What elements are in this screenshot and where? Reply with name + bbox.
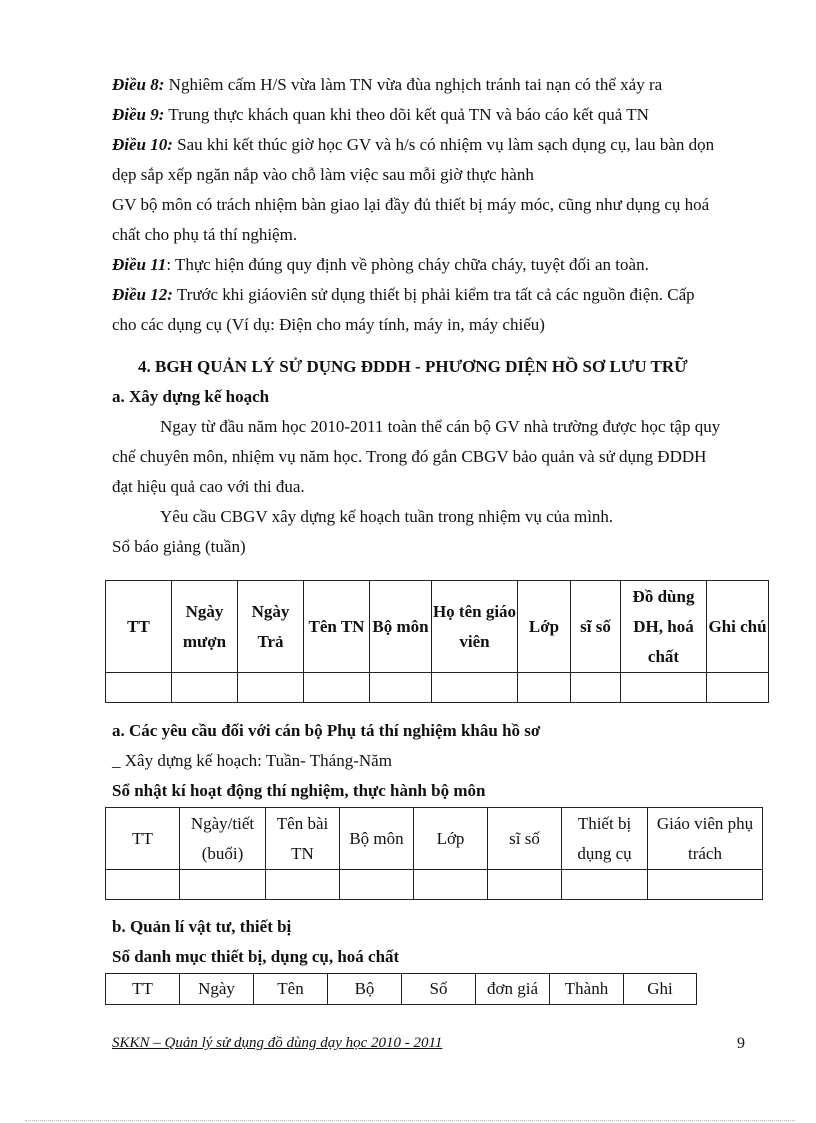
table-cell <box>172 673 238 703</box>
rule-12-continuation: cho các dụng cụ (Ví dụ: Điện cho máy tính, máy in, máy chiếu) <box>112 315 545 334</box>
column-header: Số <box>402 974 476 1005</box>
rule-label: Điều 12: <box>112 285 173 304</box>
column-header: TT <box>106 581 172 673</box>
rule-text: Trung thực khách quan khi theo dõi kết quả TN và báo cáo kết quả TN <box>164 105 649 124</box>
rule-label: Điều 10: <box>112 135 173 154</box>
column-header: TT <box>106 808 180 870</box>
column-header: Giáo viên phụ trách <box>648 808 763 870</box>
column-header: Tên <box>254 974 328 1005</box>
column-header: Ghi chú <box>707 581 769 673</box>
table-cell <box>571 673 621 703</box>
gv-responsibility-line-1: GV bộ môn có trách nhiệm bàn giao lại đầy đủ thiết bị máy móc, cũng như dụng cụ hoá <box>112 195 710 214</box>
column-header: Tên TN <box>304 581 370 673</box>
column-header: Ngày <box>180 974 254 1005</box>
column-header: Ngày/tiết (buổi) <box>180 808 266 870</box>
rule-label: Điều 9: <box>112 105 165 124</box>
rule-text: Nghiêm cấm H/S vừa làm TN vừa đùa nghịch tránh tai nạn có thể xảy ra <box>164 75 663 94</box>
table-cell <box>518 673 571 703</box>
column-header: sĩ số <box>488 808 562 870</box>
column-header: Ngày Trả <box>238 581 304 673</box>
column-header: Thiết bị dụng cụ <box>562 808 648 870</box>
section-b-heading: b. Quản lí vật tư, thiết bị <box>112 917 292 936</box>
so-danh-muc-heading: Sổ danh mục thiết bị, dụng cụ, hoá chất <box>112 947 400 966</box>
table-row <box>106 870 763 900</box>
page-footer: SKKN – Quản lý sử dụng đồ dùng dạy học 2010 - 2011 <box>112 1035 443 1051</box>
column-header: Ghi <box>624 974 697 1005</box>
table-header-row <box>106 974 697 1005</box>
lesson-plan-table <box>105 580 769 703</box>
paragraph-1-line-3: đạt hiệu quả cao với thi đua. <box>112 477 305 496</box>
column-header: đơn giá <box>476 974 550 1005</box>
rule-label: Điều 8: <box>112 75 165 94</box>
table-cell <box>370 673 432 703</box>
table-cell <box>707 673 769 703</box>
column-header: TT <box>106 974 180 1005</box>
table-cell <box>106 673 172 703</box>
column-header: Ngày mượn <box>172 581 238 673</box>
column-header: Tên bài TN <box>266 808 340 870</box>
column-header: Bộ môn <box>370 581 432 673</box>
paragraph-1-line-2: chế chuyên môn, nhiệm vụ năm học. Trong đó gắn CBGV bảo quản và sử dụng ĐDDH <box>112 447 707 466</box>
section-a2-heading: a. Các yêu cầu đối với cán bộ Phụ tá thí nghiệm khâu hồ sơ <box>112 721 541 740</box>
paragraph-1-line-1: Ngay từ đầu năm học 2010-2011 toàn thể cán bộ GV nhà trường được học tập quy <box>160 417 721 436</box>
rule-12 <box>112 284 695 306</box>
column-header: Bộ môn <box>340 808 414 870</box>
column-header: Họ tên giáo viên <box>432 581 518 673</box>
rule-10-continuation: dẹp sắp xếp ngăn nắp vào chỗ làm việc sau mỗi giờ thực hành <box>112 165 534 184</box>
rule-10 <box>112 134 714 156</box>
rule-text: Sau khi kết thúc giờ học GV và h/s có nhiệm vụ làm sạch dụng cụ, lau bàn dọn <box>172 135 715 154</box>
section-a-heading: a. Xây dựng kế hoạch <box>112 387 270 406</box>
page-bottom-divider <box>25 1120 795 1121</box>
table-cell <box>432 673 518 703</box>
column-header: Đồ dùng DH, hoá chất <box>621 581 707 673</box>
table-cell <box>340 870 414 900</box>
table-cell <box>414 870 488 900</box>
table-cell <box>238 673 304 703</box>
column-header: Lớp <box>518 581 571 673</box>
rule-text: : Thực hiện đúng quy định về phòng cháy chữa cháy, tuyệt đối an toàn. <box>166 255 649 274</box>
rule-text: Trước khi giáoviên sử dụng thiết bị phải kiểm tra tất cả các nguồn điện. Cấp <box>172 285 695 304</box>
table-row <box>106 673 769 703</box>
table-header-row <box>106 808 763 870</box>
rule-9 <box>112 104 649 126</box>
section-4-heading: 4. BGH QUẢN LÝ SỬ DỤNG ĐDDH - PHƯƠNG DIỆN HỒ SƠ LƯU TRỮ <box>138 357 688 376</box>
table-cell <box>488 870 562 900</box>
column-header: Thành <box>550 974 624 1005</box>
rule-label: Điều 11 <box>112 255 167 274</box>
table-header-row <box>106 581 769 673</box>
table-cell <box>266 870 340 900</box>
paragraph-2: Yêu cầu CBGV xây dựng kế hoạch tuần trong nhiệm vụ của mình. <box>160 507 614 526</box>
so-nhat-ki-heading: Sổ nhật kí hoạt động thí nghiệm, thực hành bộ môn <box>112 781 486 800</box>
table-cell <box>180 870 266 900</box>
rule-11 <box>112 254 649 276</box>
column-header: sĩ số <box>571 581 621 673</box>
table-cell <box>562 870 648 900</box>
equipment-catalog-table <box>105 973 697 1005</box>
column-header: Bộ <box>328 974 402 1005</box>
table-cell <box>648 870 763 900</box>
table-cell <box>304 673 370 703</box>
table-cell <box>106 870 180 900</box>
plan-line: _ Xây dựng kế hoạch: Tuần- Tháng-Năm <box>112 751 392 770</box>
gv-responsibility-line-2: chất cho phụ tá thí nghiệm. <box>112 225 298 244</box>
table-cell <box>621 673 707 703</box>
rule-8 <box>112 74 662 96</box>
so-bao-giang-label: Sổ báo giảng (tuần) <box>112 537 246 556</box>
column-header: Lớp <box>414 808 488 870</box>
experiment-log-table <box>105 807 763 900</box>
page-number: 9 <box>737 1035 745 1052</box>
